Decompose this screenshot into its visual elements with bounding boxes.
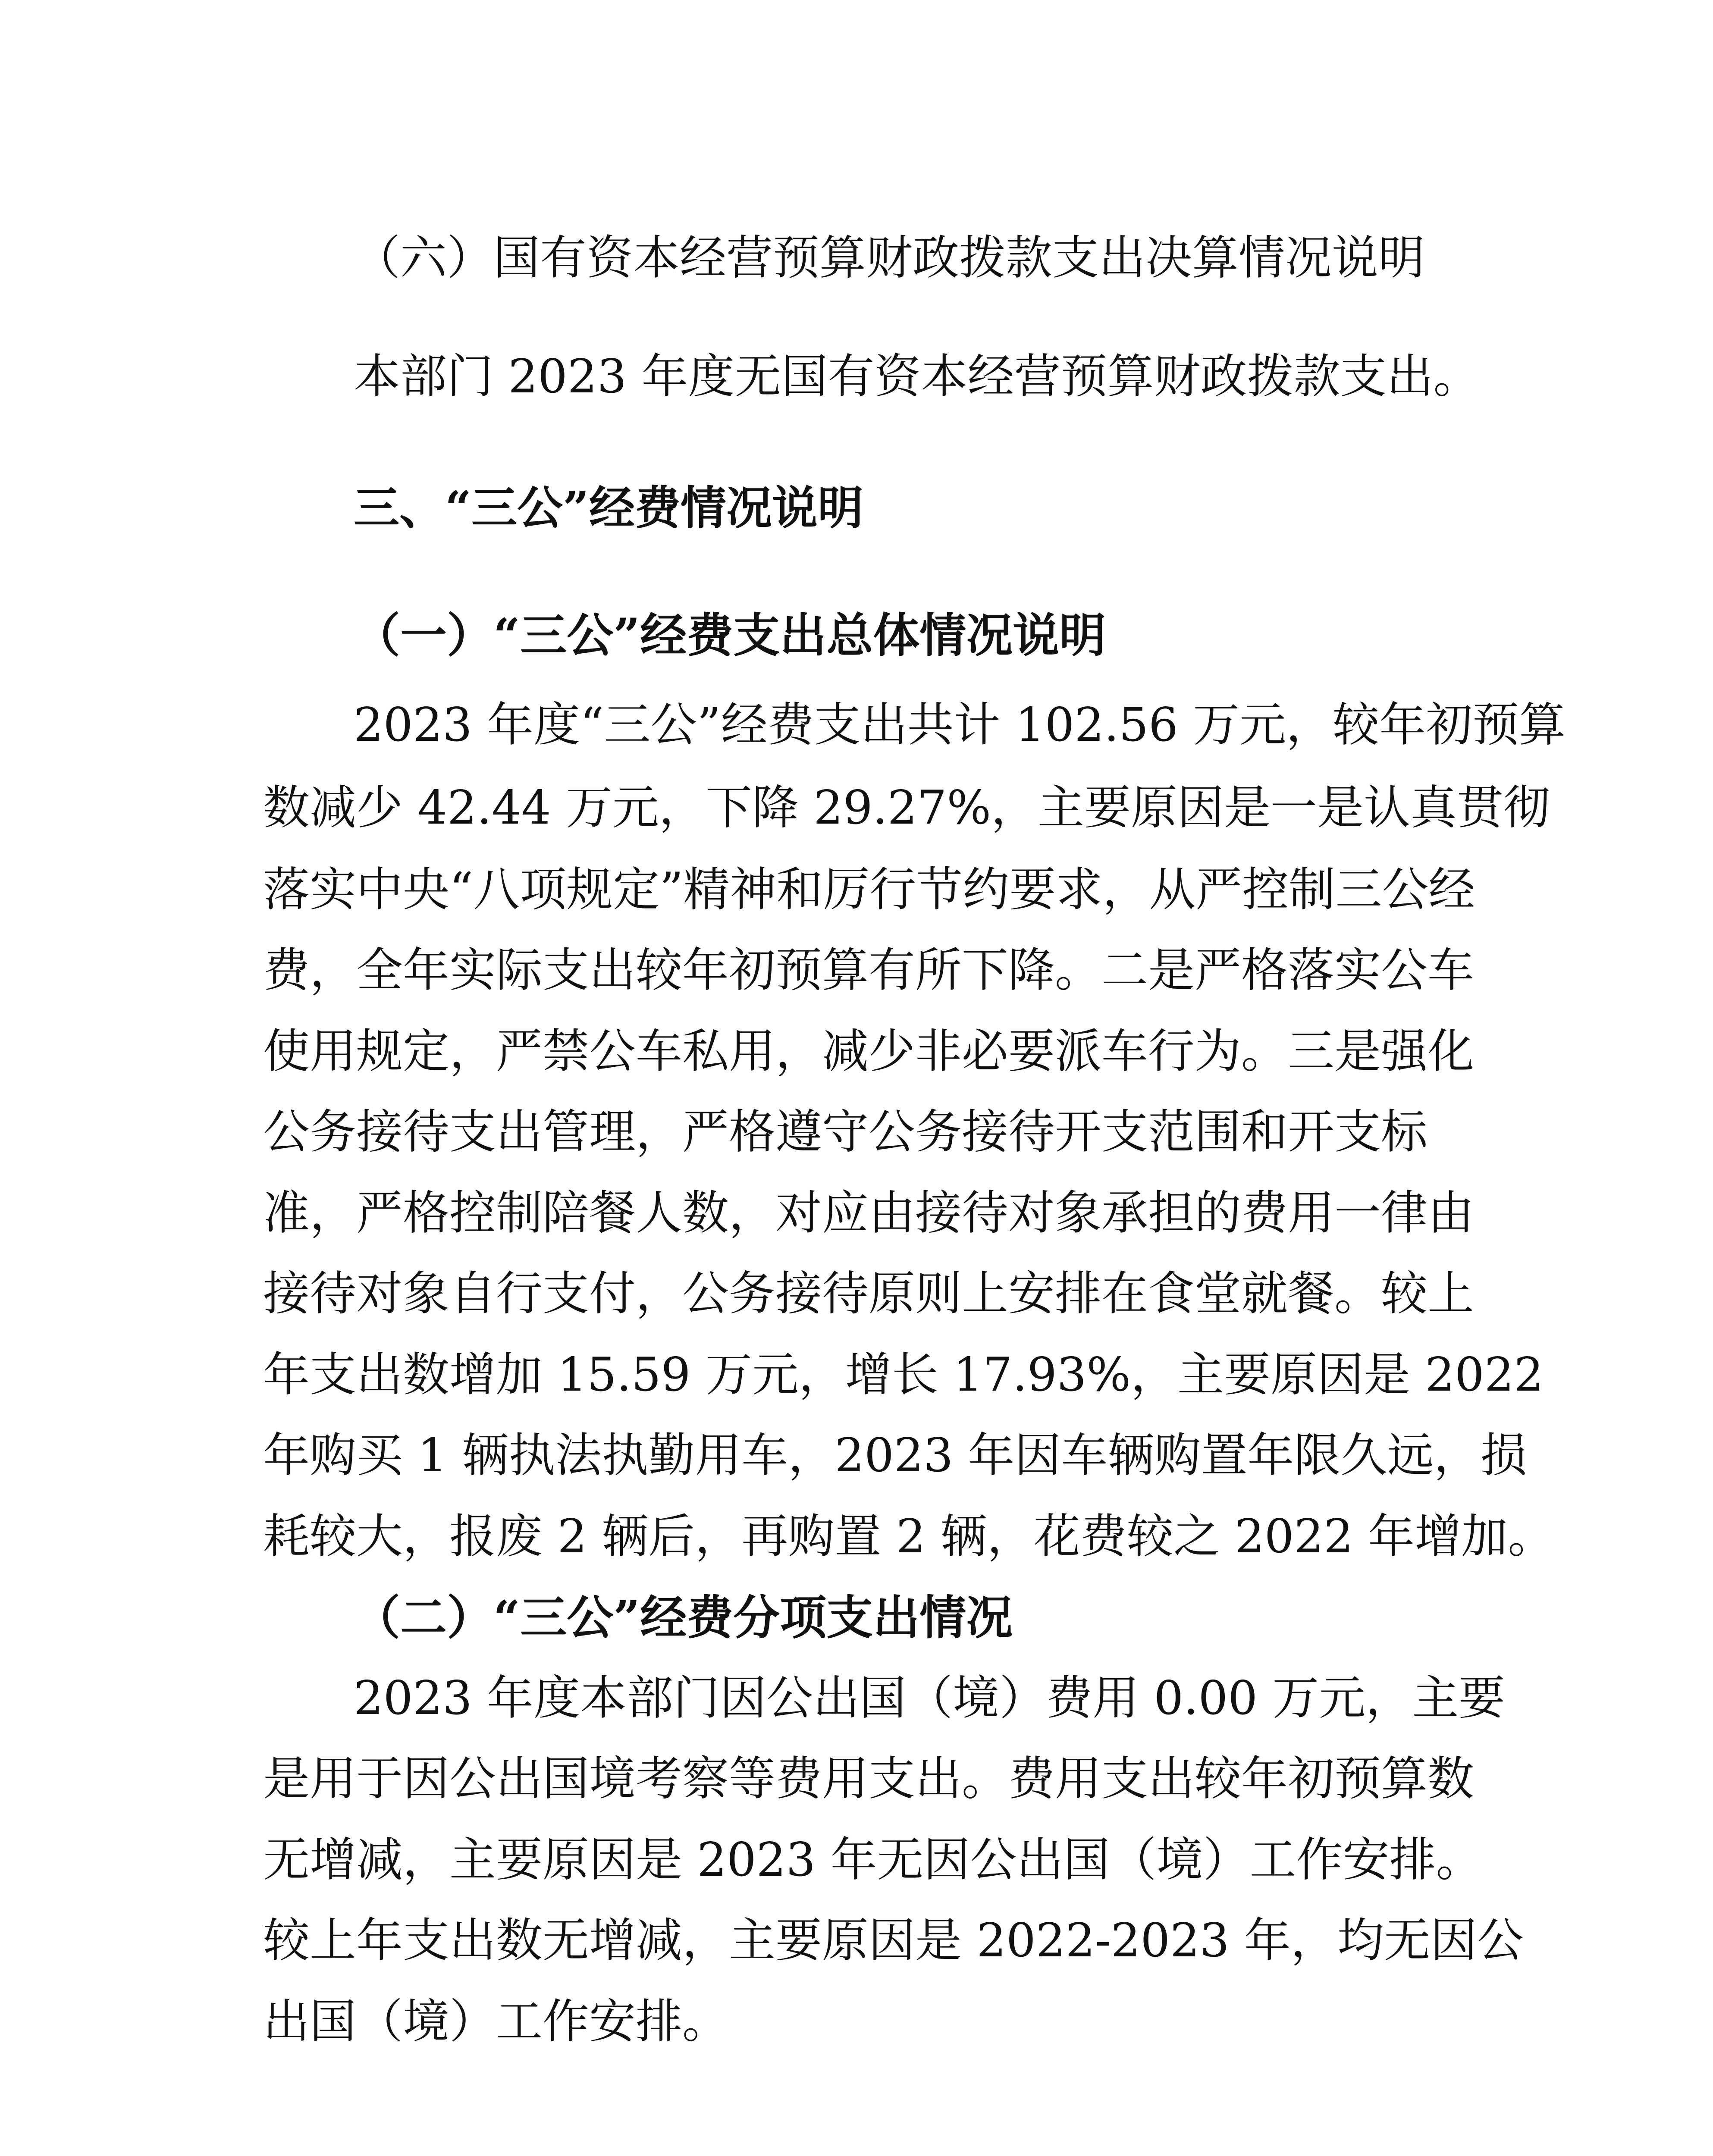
body-text-line: 2023 年度本部门因公出国（境）费用 0.00 万元，主要 [354, 1671, 1506, 1725]
section-subheading: （二）“三公”经费分项支出情况 [354, 1591, 1013, 1645]
body-text-line: 年购买 1 辆执法执勤用车，2023 年因车辆购置年限久远，损 [263, 1429, 1527, 1482]
body-text-line: 无增减，主要原因是 2023 年无因公出国（境）工作安排。 [263, 1833, 1483, 1887]
body-text-line: 落实中央“八项规定”精神和厉行节约要求，从严控制三公经 [263, 863, 1475, 917]
body-text-line: 较上年支出数无增减，主要原因是 2022-2023 年，均无因公 [263, 1914, 1524, 1968]
section-subheading: （一）“三公”经费支出总体情况说明 [354, 608, 1106, 663]
body-text-line: 数减少 42.44 万元，下降 29.27%，主要原因是一是认真贯彻 [263, 781, 1550, 835]
body-text-line: 出国（境）工作安排。 [263, 1995, 729, 2049]
body-text-line: 接待对象自行支付，公务接待原则上安排在食堂就餐。较上 [263, 1267, 1475, 1321]
section-heading: 三、“三公”经费情况说明 [354, 481, 863, 535]
body-text-line: 准，严格控制陪餐人数，对应由接待对象承担的费用一律由 [263, 1186, 1475, 1240]
body-text-line: 费，全年实际支出较年初预算有所下降。二是严格落实公车 [263, 943, 1475, 997]
body-text-line: 2023 年度“三公”经费支出共计 102.56 万元，较年初预算 [354, 698, 1566, 752]
body-text-line: 使用规定，严禁公车私用，减少非必要派车行为。三是强化 [263, 1025, 1475, 1078]
section-subheading: （六）国有资本经营预算财政拨款支出决算情况说明 [354, 231, 1425, 285]
body-text-line: 年支出数增加 15.59 万元，增长 17.93%，主要原因是 2022 [263, 1348, 1544, 1402]
body-text-line: 耗较大，报废 2 辆后，再购置 2 辆，花费较之 2022 年增加。 [263, 1510, 1555, 1564]
body-text-line: 是用于因公出国境考察等费用支出。费用支出较年初预算数 [263, 1752, 1475, 1806]
body-text-line: 本部门 2023 年度无国有资本经营预算财政拨款支出。 [354, 350, 1480, 404]
body-text-line: 公务接待支出管理，严格遵守公务接待开支范围和开支标 [263, 1105, 1428, 1159]
